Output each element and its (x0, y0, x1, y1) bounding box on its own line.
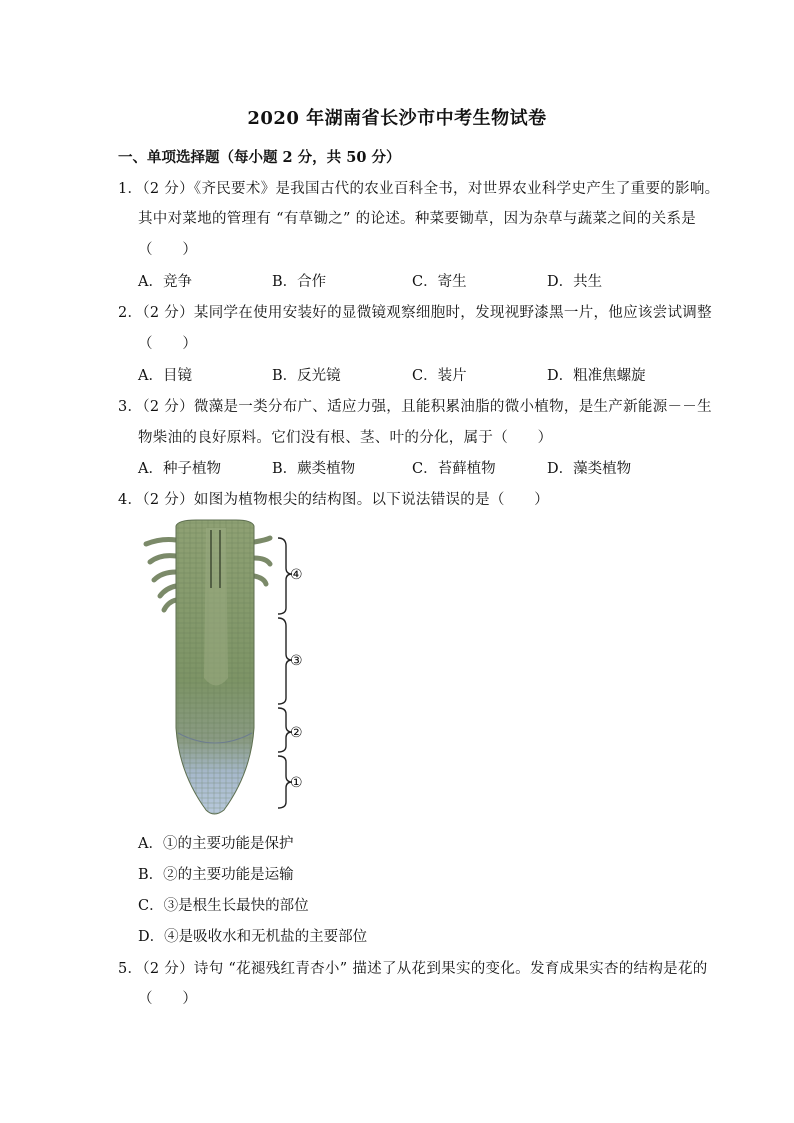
question-2-line-1: 2．（2 分）某同学在使用安装好的显微镜观察细胞时，发现视野漆黑一片，他应该尝试调整 (118, 305, 712, 321)
question-2-option-b: B．反光镜 (272, 368, 341, 384)
page-title: 2020 年湖南省长沙市中考生物试卷 (247, 108, 547, 129)
question-3-option-b: B．蕨类植物 (272, 461, 356, 477)
question-2-option-a: A．目镜 (138, 368, 192, 384)
figure-label-1: ① (290, 775, 303, 791)
question-4-option-d: D．④是吸收水和无机盐的主要部位 (138, 929, 368, 945)
question-5-paren: （ ） (138, 991, 198, 1007)
figure-label-3: ③ (290, 653, 303, 669)
question-1-paren: （ ） (138, 242, 198, 258)
question-5-line-1: 5．（2 分）诗句 “花褪残红青杏小” 描述了从花到果实的变化。发育成果实杏的结构是花的 (118, 961, 708, 977)
question-2-option-c: C．装片 (412, 368, 467, 384)
question-4-option-c: C．③是根生长最快的部位 (138, 898, 309, 914)
question-1-line-1: 1．（2 分）《齐民要术》是我国古代的农业百科全书，对世界农业科学史产生了重要的影响。 (118, 181, 720, 197)
question-1-option-a: A．竞争 (138, 274, 192, 290)
figure-label-4: ④ (290, 567, 303, 583)
question-4-line-1: 4．（2 分）如图为植物根尖的结构图。以下说法错误的是（ ） (118, 492, 550, 508)
question-2-paren: （ ） (138, 336, 198, 352)
question-3-option-d: D．藻类植物 (547, 461, 632, 477)
question-2-option-d: D．粗准焦螺旋 (547, 368, 646, 384)
question-4-option-a: A．①的主要功能是保护 (138, 836, 294, 852)
question-3-option-c: C．苔藓植物 (412, 461, 496, 477)
question-1-option-d: D．共生 (547, 274, 603, 290)
root-tip-figure (136, 518, 326, 818)
question-4-option-b: B．②的主要功能是运输 (138, 867, 294, 883)
question-3-line-2: 物柴油的良好原料。它们没有根、茎、叶的分化，属于（ ） (138, 430, 553, 446)
section-heading: 一、单项选择题（每小题 2 分，共 50 分） (118, 149, 401, 166)
figure-label-2: ② (290, 725, 303, 741)
question-1-option-b: B．合作 (272, 274, 327, 290)
question-3-option-a: A．种子植物 (138, 461, 221, 477)
question-1-line-2: 其中对菜地的管理有 “有草锄之” 的论述。种菜要锄草，因为杂草与蔬菜之间的关系是 (138, 211, 697, 227)
question-1-option-c: C．寄生 (412, 274, 467, 290)
question-3-line-1: 3．（2 分）微藻是一类分布广、适应力强，且能积累油脂的微小植物，是生产新能源－－生 (118, 399, 712, 415)
